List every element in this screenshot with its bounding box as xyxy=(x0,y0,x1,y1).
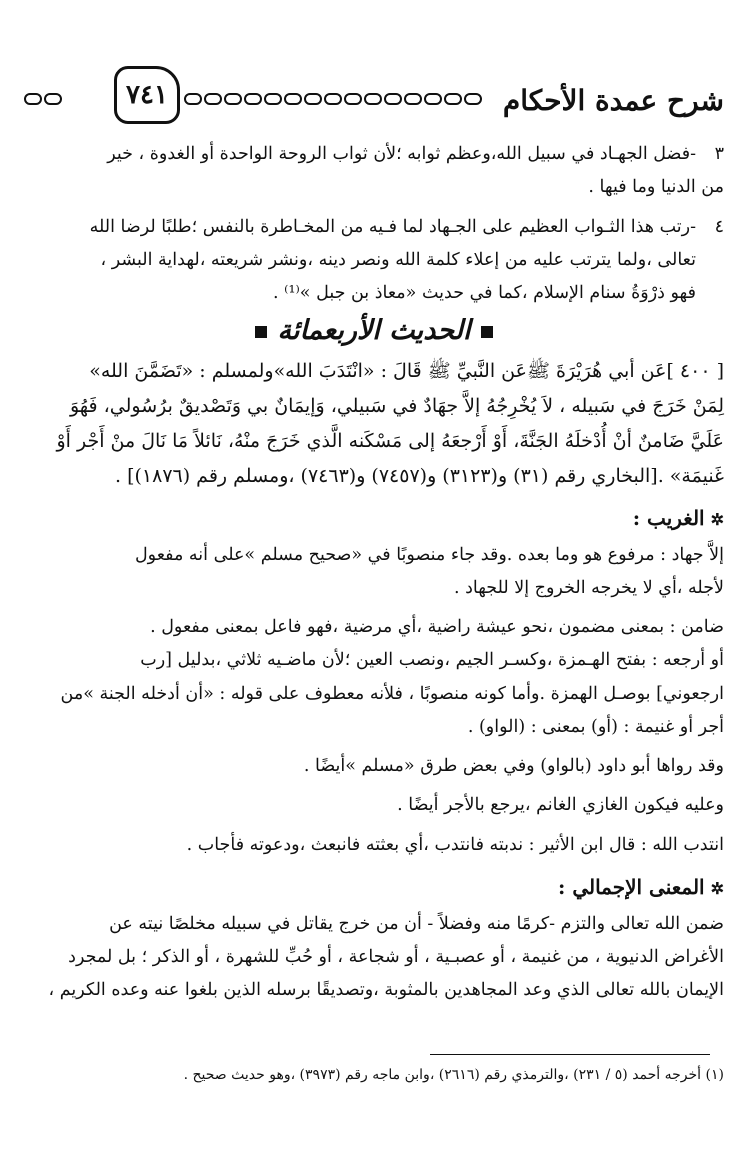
gharib-section xyxy=(24,539,724,862)
hadith-line: [ ٤٠٠ ]عَن أبي هُرَيْرَةَ ﷺعَن النَّبيِّ ﷺ قَالَ : «انْتَدَبَ الله»ولمسلم : «تَضَمَّنَ الله» xyxy=(89,360,724,383)
hadith-line: عَلَيَّ ضَامنٌ أنْ أُدْخلَهُ الجَنَّةَ، أَوْ أَرْجعَهُ إلى مَسْكَنه الَّذي خَرَجَ منْهُ، نَائلاً مَا نَالَ منْ أَجْر أَوْ xyxy=(56,430,724,453)
point-number: ٣ xyxy=(714,144,724,164)
point-text: -رتب هذا الثـواب العظيم على الجـهاد لما فـيه من المخـاطرة بالنفس ؛طلبًا لرضا الله xyxy=(89,216,696,237)
ornament-link-icon xyxy=(264,93,282,105)
point-text-continued: تعالى ،ولما يترتب عليه من إعلاء كلمة الله ونصر دينه ،ونشر شريعته ،لهداية البشر ، xyxy=(100,249,696,270)
header-ornament-short xyxy=(24,90,84,108)
gharib-line: وعليه فيكون الغازي الغانم ،يرجع بالأجر أيضًا . xyxy=(397,795,724,816)
gharib-line: وقد رواها أبو داود (بالواو) وفي بعض طرق «مسلم »أيضًا . xyxy=(303,756,724,777)
point-text-continued: من الدنيا وما فيها . xyxy=(588,177,724,198)
ornament-link-icon xyxy=(284,93,302,105)
gharib-line: لأجله ،أي لا يخرجه الخروج إلا للجهاد . xyxy=(453,577,724,598)
gharib-line: ضامن : بمعنى مضمون ،نحو عيشة راضية ،أي مرضية ،فهو فاعل بمعنى مفعول . xyxy=(150,617,724,638)
point-4 xyxy=(24,211,724,244)
ornament-link-icon xyxy=(464,93,482,105)
ornament-link-icon xyxy=(184,93,202,105)
summary-line: الأغراض الدنيوية ، من غنيمة ، أو عصبـية ، أو شجاعة ، أو حُبِّ للشهرة ، أو الذكر ؛ بل لمجرد xyxy=(68,947,724,968)
ornament-link-icon xyxy=(224,93,242,105)
square-bullet-icon xyxy=(255,326,267,338)
gharib-line: أو أرجعه : بفتح الهـمزة ،وكسـر الجيم ،ونصب العين ؛لأن ماضـيه ثلاثي ،بدليل [رب xyxy=(140,650,724,671)
point-text-continued: فهو ذرْوَةُ سنام الإسلام ،كما في حديث «معاذ بن جبل »⁽¹⁾ . xyxy=(273,283,696,303)
asterisk-icon: ✲ xyxy=(710,878,724,898)
running-title: شرح عمدة الأحكام xyxy=(502,84,724,117)
gharib-line: إلاَّ جهاد : مرفوع هو وما بعده .وقد جاء منصوبًا في «صحيح مسلم »على أنه مفعول xyxy=(134,544,724,565)
point-number: ٤ xyxy=(714,216,724,237)
gharib-heading-text: الغريب : xyxy=(632,505,705,530)
ornament-link-icon xyxy=(304,93,322,105)
ornament-link-icon xyxy=(444,93,462,105)
point-3 xyxy=(24,138,724,171)
summary-line: ضمن الله تعالى والتزم -كرمًا منه وفضلاً - أن من خرج يقاتل في سبيله مخلصًا نيته عن xyxy=(109,913,724,934)
hadith-line: لِمَنْ خَرَجَ في سَبيله ، لاَ يُخْرِجُهُ إلاَّ جهَادٌ في سَبيلي، وَإيمَانٌ بي وَتَصْديقٌ برُسُولي، فَهُوَ xyxy=(69,395,724,418)
ornament-link-icon xyxy=(384,93,402,105)
summary-heading xyxy=(24,868,724,906)
gharib-line: أجر أو غنيمة : (أو) بمعنى : (الواو) . xyxy=(467,716,724,737)
ornament-link-icon xyxy=(244,93,262,105)
ornament-link-icon xyxy=(424,93,442,105)
ornament-link-icon xyxy=(364,93,382,105)
page-number: ٧٤١ xyxy=(114,66,180,124)
ornament-link-icon xyxy=(324,93,342,105)
ornament-link-icon xyxy=(204,93,222,105)
ornament-link-icon xyxy=(24,93,42,105)
gharib-heading xyxy=(24,499,724,537)
hadith-text xyxy=(24,354,724,495)
point-text: -فضل الجهـاد في سبيل الله،وعظم ثوابه ؛لأن ثواب الروحة الواحدة أو الغدوة ، خير xyxy=(107,144,696,164)
summary-line: الإيمان بالله تعالى الذي وعد المجاهدين بالمثوبة ،وتصديقًا برسله الذين بلغوا عنه وعده الكريم ، xyxy=(48,980,724,1001)
footnote-divider xyxy=(430,1054,710,1055)
hadith-line: غَنيمَة» .[البخاري رقم (٣١) و(٣١٢٣) و(٧٤٥٧) و(٧٤٦٣) ،ومسلم رقم (١٨٧٦)] . xyxy=(115,465,724,488)
footnote: (١) أخرجه أحمد (٥ / ٢٣١) ،والترمذي رقم (٢٦١٦) ،وابن ماجه رقم (٣٩٧٣) ،وهو حديث صحيح . xyxy=(183,1067,724,1083)
square-bullet-icon xyxy=(481,326,493,338)
summary-heading-text: المعنى الإجمالي : xyxy=(557,874,705,899)
summary-section xyxy=(24,908,724,1008)
section-title xyxy=(24,312,724,350)
page-header xyxy=(24,62,724,132)
gharib-line: ارجعوني] بوصـل الهمزة .وأما كونه منصوبًا ، فلأنه معطوف على قوله : «أن أدخله الجنة »من xyxy=(60,683,724,704)
ornament-link-icon xyxy=(344,93,362,105)
gharib-line: انتدب الله : قال ابن الأثير : ندبته فانتدب ،أي بعثته فانبعث ،ودعوته فأجاب . xyxy=(186,834,724,855)
ornament-link-icon xyxy=(44,93,62,105)
ornament-link-icon xyxy=(404,93,422,105)
asterisk-icon: ✲ xyxy=(710,509,724,529)
section-title-text: الحديث الأربعمائة xyxy=(277,315,471,347)
page-body xyxy=(24,138,724,1008)
header-ornament-long xyxy=(184,90,514,108)
